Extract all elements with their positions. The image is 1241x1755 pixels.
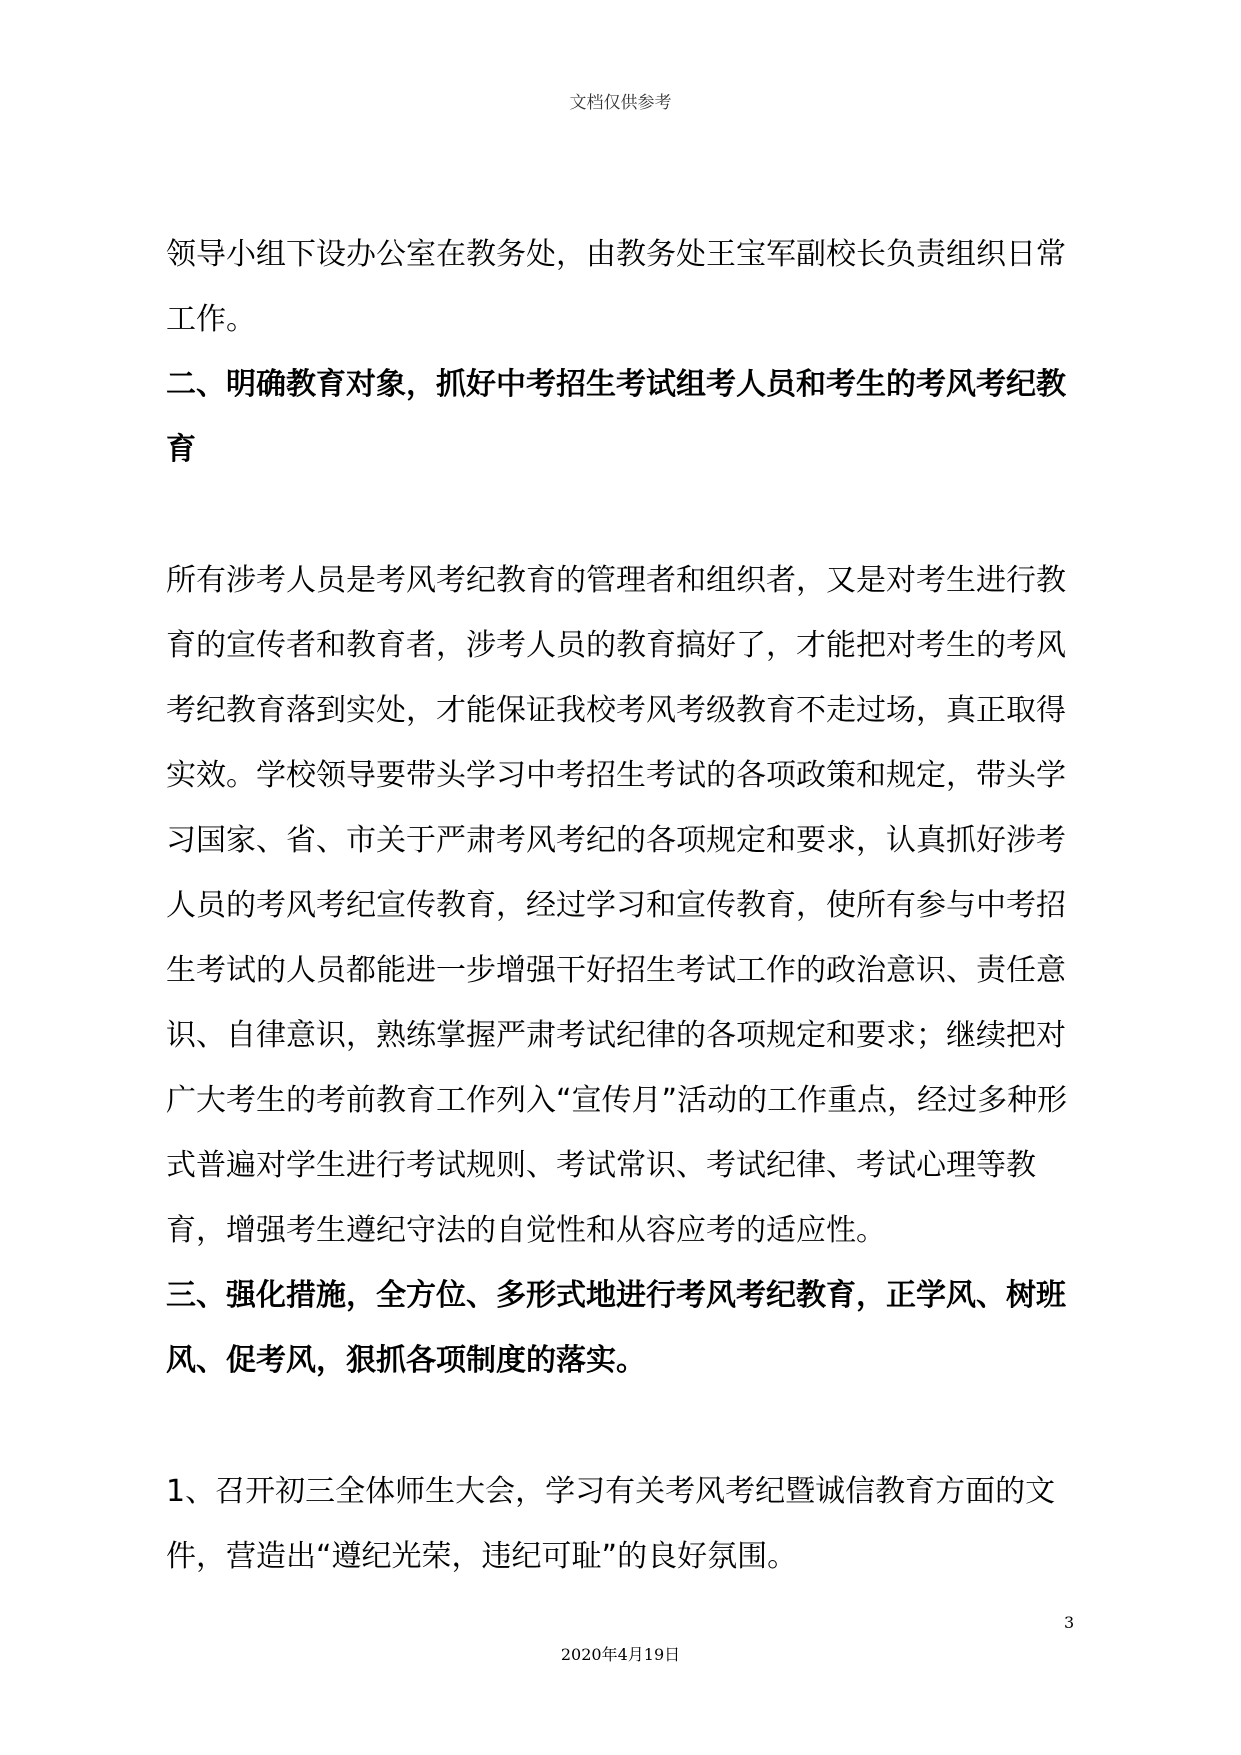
header-watermark: 文档仅供参考 [569, 93, 672, 113]
footer-date: 2020年4月19日 [560, 1645, 681, 1664]
paragraph-education: 所有涉考人员是考风考纪教育的管理者和组织者，又是对考生进行教育的宣传者和教育者，涉考人员的教育搞好了，才能把对考生的考风考纪教育落到实处，才能保证我校考风考级教育不走过场，真正取得实效。学校领导要带头学习中考招生考试的各项政策和规定，带头学习国家、省、市关于严肃考风考纪的各项规定和要求，认真抓好涉考人员的考风考纪宣传教育，经过学习和宣传教育，使所有参与中考招生考试的人员都能进一步增强干好招生考试工作的政治意识、责任意识、自律意识，熟练掌握严肃考试纪律的各项规定和要求；继续把对广大考生的考前教育工作列入“宣传月”活动的工作重点，经过多种形式普遍对学生进行考试规则、考试常识、考试纪律、考试心理等教育，增强考生遵纪守法的自觉性和从容应考的适应性。 [166, 563, 1068, 1248]
paragraph-item-1: 1、召开初三全体师生大会，学习有关考风考纪暨诚信教育方面的文件，营造出“遵纪光荣，违纪可耻”的良好氛围。 [166, 1474, 1056, 1574]
paragraph-office-setup: 领导小组下设办公室在教务处，由教务处王宝军副校长负责组织日常工作。 [166, 237, 1066, 337]
section-heading-3: 三、强化措施，全方位、多形式地进行考风考纪教育，正学风、树班风、促考风，狠抓各项制度的落实。 [166, 1278, 1066, 1378]
page-number: 3 [1064, 1613, 1075, 1632]
document-body [166, 222, 1076, 1589]
section-heading-2: 二、明确教育对象，抓好中考招生考试组考人员和考生的考风考纪教育 [166, 367, 1066, 467]
